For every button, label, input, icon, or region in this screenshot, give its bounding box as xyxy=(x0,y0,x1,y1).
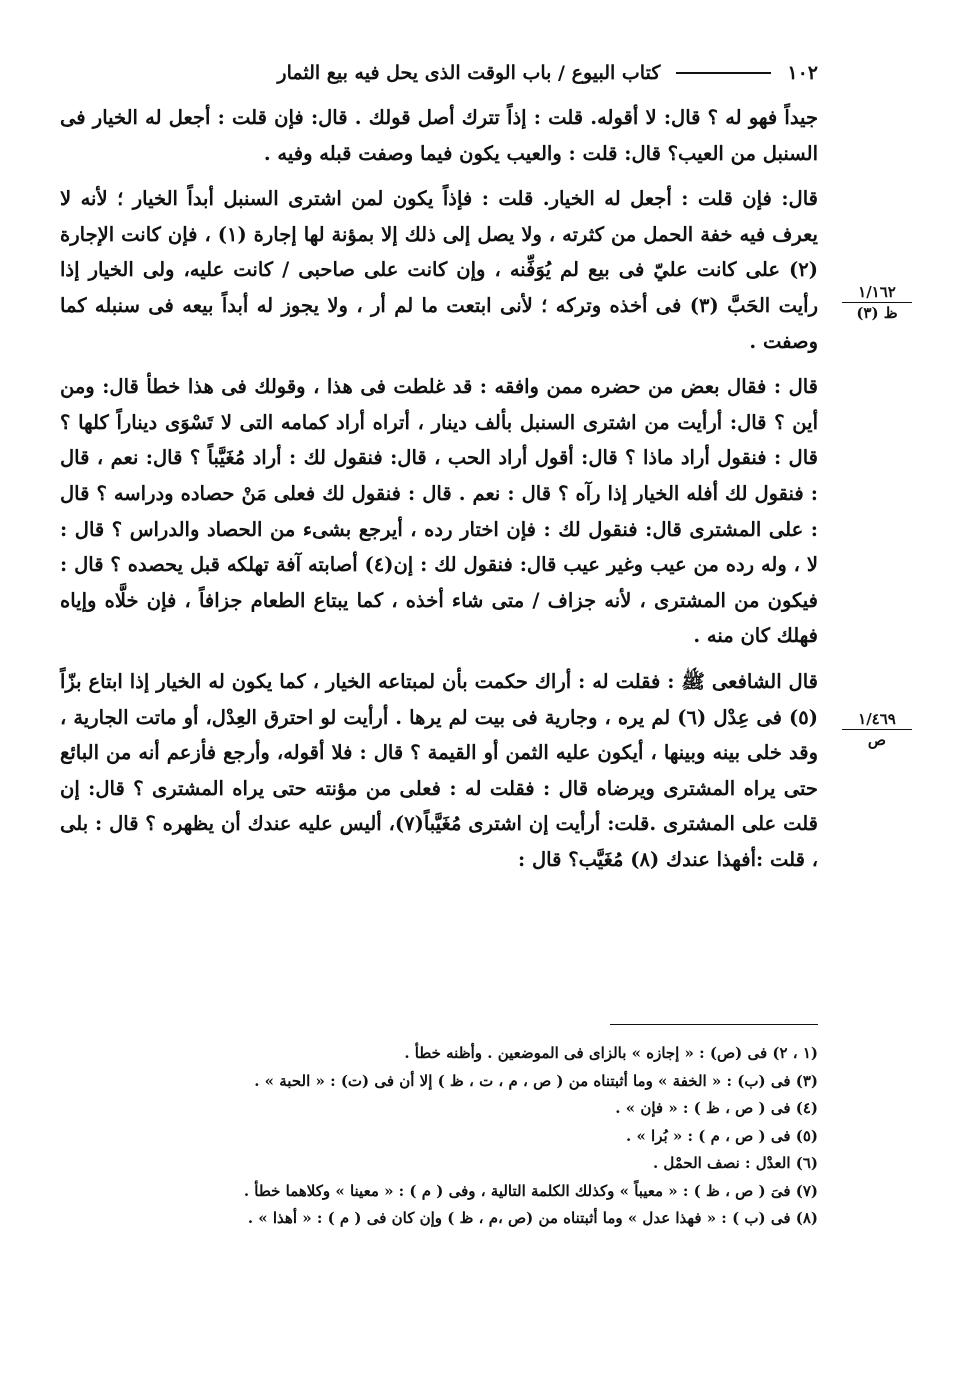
page-number: ١٠٢ xyxy=(787,62,818,84)
margin-note-siglum: ص xyxy=(867,731,887,749)
running-title: كتاب البيوع / باب الوقت الذى يحل فيه بيع الثمار xyxy=(277,62,661,84)
footnotes xyxy=(170,1040,818,1233)
paragraph xyxy=(60,181,818,359)
paragraph-text: فقلت له : أراك حكمت بأن لمبتاعه الخيار ، كما يكون له الخيار إذا ابتاع بزّاً (٥) فى عِدْل (٦) لم يره ، وجارية فى بيت لم يرها . أرأيت لو احترق العِدْل، أو ماتت الجارية ، وقد خلى بينه وبينها ، أيكون عليه الثمن أو القيمة ؟ قال : فلا أقوله، وأرجع فأزعم أنه من البائع حتى يراه المشترى ويرضاه قال : فقلت له : فعلى من مؤنته حتى يراه المشترى ؟ قال: إن قلت على المشترى .قلت: أرأيت إن اشترى مُغَيَّباً(٧)، أليس عليه عندك أن يظهره ؟ قال : بلى ، قلت :أفهذا عندك (٨) مُغَيَّب؟ قال : xyxy=(60,669,818,871)
header-rule xyxy=(676,72,771,74)
footnote: (١ ، ٢) فى (ص) : « إجازه » بالزاى فى الموضعين . وأظنه خطأ . xyxy=(404,1044,818,1062)
margin-note-manuscript-ref xyxy=(842,283,912,322)
paragraph-text: فإن قلت : أجعل له الخيار. قلت : فإذاً يكون لمن اشترى السنبل أبداً الخيار ؛ لأنه لا يعرف فيه خفة الحمل من كثرته ، ولا يصل إلى ذلك إلا بمؤنة لها إجارة (١) ، فإن كانت الإجارة (٢) على كانت عليّ فى بيع لم يُوَفِّنه ، وإن كانت على صاحبى / كانت عليه، ولى الخيار إذا رأيت الحَبَّ (٣) فى أخذه وتركه ؛ لأنى ابتعت ما لم أر ، ولا يجوز له أبداً بيعه فى سنبله كما وصفت . xyxy=(60,187,818,353)
paragraph-text: جيداً فهو له ؟ قال: لا أقوله. قلت : إذاً تترك أصل قولك . قال: فإن قلت : أجعل له الخيار فى السنبل من العيب؟ قال: قلت : والعيب يكون فيما وصفت قبله وفيه . xyxy=(60,106,818,165)
main-text xyxy=(60,100,818,887)
footnote: (٣) فى (ب) : « الخفة » وما أثبتناه من ( ص ، م ، ت ، ظ ) إلا أن فى (ت) : « الحبة » . xyxy=(254,1071,818,1090)
footnote: (٦) العدْل : نصف الحمْل . xyxy=(652,1154,818,1172)
footnote: (٤) فى ( ص ، ظ ) : « فإن » . xyxy=(615,1099,818,1117)
margin-note-folio: ١/١٦٢ xyxy=(842,283,912,303)
footnote: (٥) فى ( ص ، م ) : « بُرا » . xyxy=(626,1126,818,1145)
paragraph xyxy=(60,664,818,878)
paragraph-lead: قال: xyxy=(781,187,818,211)
footnote-rule xyxy=(610,1024,818,1025)
paragraph xyxy=(60,100,818,171)
margin-note-folio: ١/٤٦٩ xyxy=(842,710,912,730)
margin-note-siglum: ظ (٣) xyxy=(856,304,898,322)
footnote: (٧) فىَ ( ص ، ظ ) : « معيباً » وكذلك الكلمة التالية ، وفى ( م ) : « معينا » وكلاهما خطأ . xyxy=(243,1181,818,1200)
margin-note-manuscript-ref xyxy=(842,710,912,749)
footnote: (٨) فى (ب ) : « فهذا عدل » وما أثبتناه من (ص ،م ، ظ ) وإن كان فى ( م ) : « أهذا » . xyxy=(247,1209,818,1227)
page-header xyxy=(66,58,818,88)
paragraph xyxy=(60,369,818,654)
paragraph-lead: قال الشافعى ﷺ : xyxy=(667,669,818,693)
paragraph-text: فقال بعض من حضره ممن وافقه : قد غلطت فى هذا ، وقولك فى هذا خطأ قال: ومن أين ؟ قال: أرأيت من اشترى السنبل بألف دينار ، أتراه أراد كمامه التى لا تَسْوَى ديناراً كلها ؟ قال : فنقول أراد ماذا ؟ قال: أقول أراد الحب ، قال: فنقول لك : أراد مُغَيَّباً ؟ قال: نعم ، قال : فنقول لك أفله الخيار إذا رآه ؟ قال : نعم . قال : فنقول لك فعلى مَنْ حصاده ودراسه ؟ قال : على المشترى قال: فنقول لك : فإن اختار رده ، أيرجع بشىء من الحصاد والدراس ؟ قال : لا ، وله رده من عيب وغير عيب قال: فنقول لك : إن(٤) أصابته آفة تهلكه قبل يحصده ؟ قال : فيكون من المشترى ، لأنه جزاف / متى شاء أخذه ، كما يبتاع الطعام جزافاً ، فإن خلَّاه وإياه فهلك كان منه . xyxy=(60,375,818,648)
paragraph-lead: قال : xyxy=(773,375,818,399)
